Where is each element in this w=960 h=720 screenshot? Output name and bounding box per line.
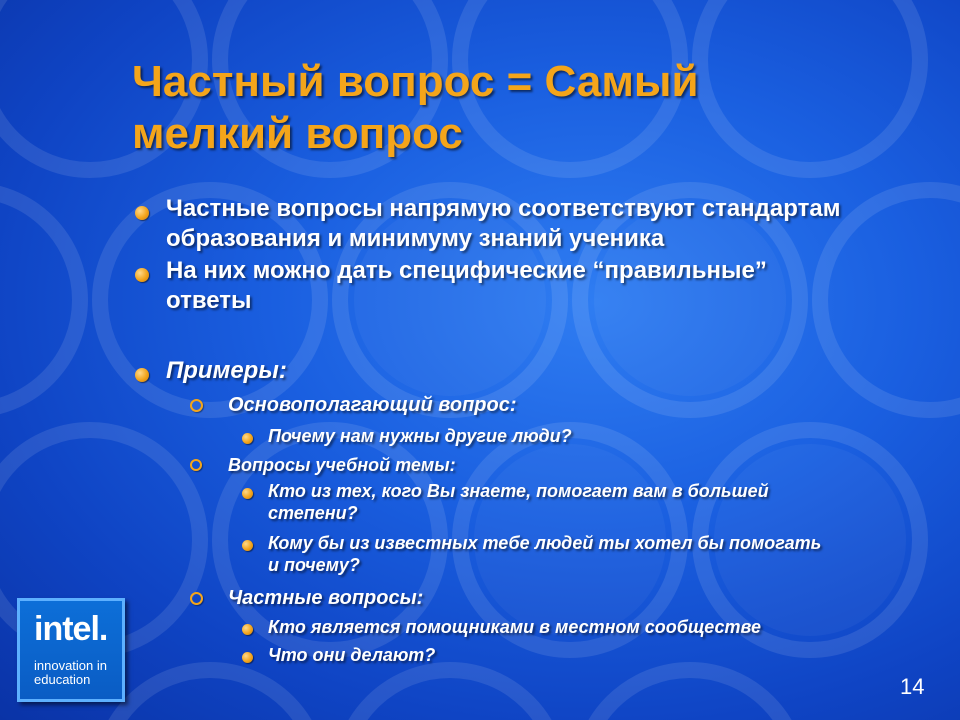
intel-education-logo xyxy=(17,598,125,702)
bullet-item xyxy=(166,256,936,316)
examples-heading: Примеры: xyxy=(166,357,287,384)
title-line-2: мелкий вопрос xyxy=(132,109,463,158)
sub-bullet-item xyxy=(228,392,928,418)
question-item xyxy=(268,644,940,666)
question-text-line-1: Кому бы из известных тебе людей ты хотел бы помогать xyxy=(268,533,822,553)
question-text: Что они делают? xyxy=(268,645,436,665)
sub-bullet-ring-icon xyxy=(190,399,203,412)
question-item xyxy=(268,480,940,524)
page-number: 14 xyxy=(900,674,925,699)
bullet-icon xyxy=(242,540,253,551)
question-text: Кто является помощниками в местном сообществе xyxy=(268,617,761,637)
bullet-text-line-2: ответы xyxy=(166,287,252,314)
bullet-icon xyxy=(242,488,253,499)
sub-bullet-label: Основополагающий вопрос: xyxy=(228,394,517,416)
bullet-icon xyxy=(242,624,253,635)
bullet-text-line-2: образования и минимуму знаний ученика xyxy=(166,225,665,252)
logo-brand: intel. xyxy=(34,610,108,648)
logo-tagline: innovation in education xyxy=(34,658,107,687)
title-line-1: Частный вопрос = Самый xyxy=(132,57,699,106)
sub-bullet-label: Вопросы учебной темы: xyxy=(228,455,456,475)
question-item xyxy=(268,616,940,638)
sub-bullet-ring-icon xyxy=(190,459,202,471)
sub-bullet-label: Частные вопросы: xyxy=(228,587,424,609)
bullet-item xyxy=(166,194,936,254)
question-text-line-2: степени? xyxy=(268,503,358,523)
bullet-icon xyxy=(135,268,149,282)
bullet-icon xyxy=(242,433,253,444)
sub-bullet-item xyxy=(228,585,928,611)
question-text-line-2: и почему? xyxy=(268,555,360,575)
bullet-icon xyxy=(242,652,253,663)
question-text: Почему нам нужны другие люди? xyxy=(268,426,572,446)
bullet-item-examples xyxy=(166,356,936,386)
bullet-text-line-1: На них можно дать специфические “правильные” xyxy=(166,257,767,284)
sub-bullet-item xyxy=(228,452,928,478)
question-item xyxy=(268,532,940,576)
bullet-icon xyxy=(135,368,149,382)
bullet-text-line-1: Частные вопросы напрямую соответствуют стандартам xyxy=(166,195,841,222)
question-item xyxy=(268,425,940,447)
bullet-icon xyxy=(135,206,149,220)
question-text-line-1: Кто из тех, кого Вы знаете, помогает вам в большей xyxy=(268,481,769,501)
sub-bullet-ring-icon xyxy=(190,592,203,605)
